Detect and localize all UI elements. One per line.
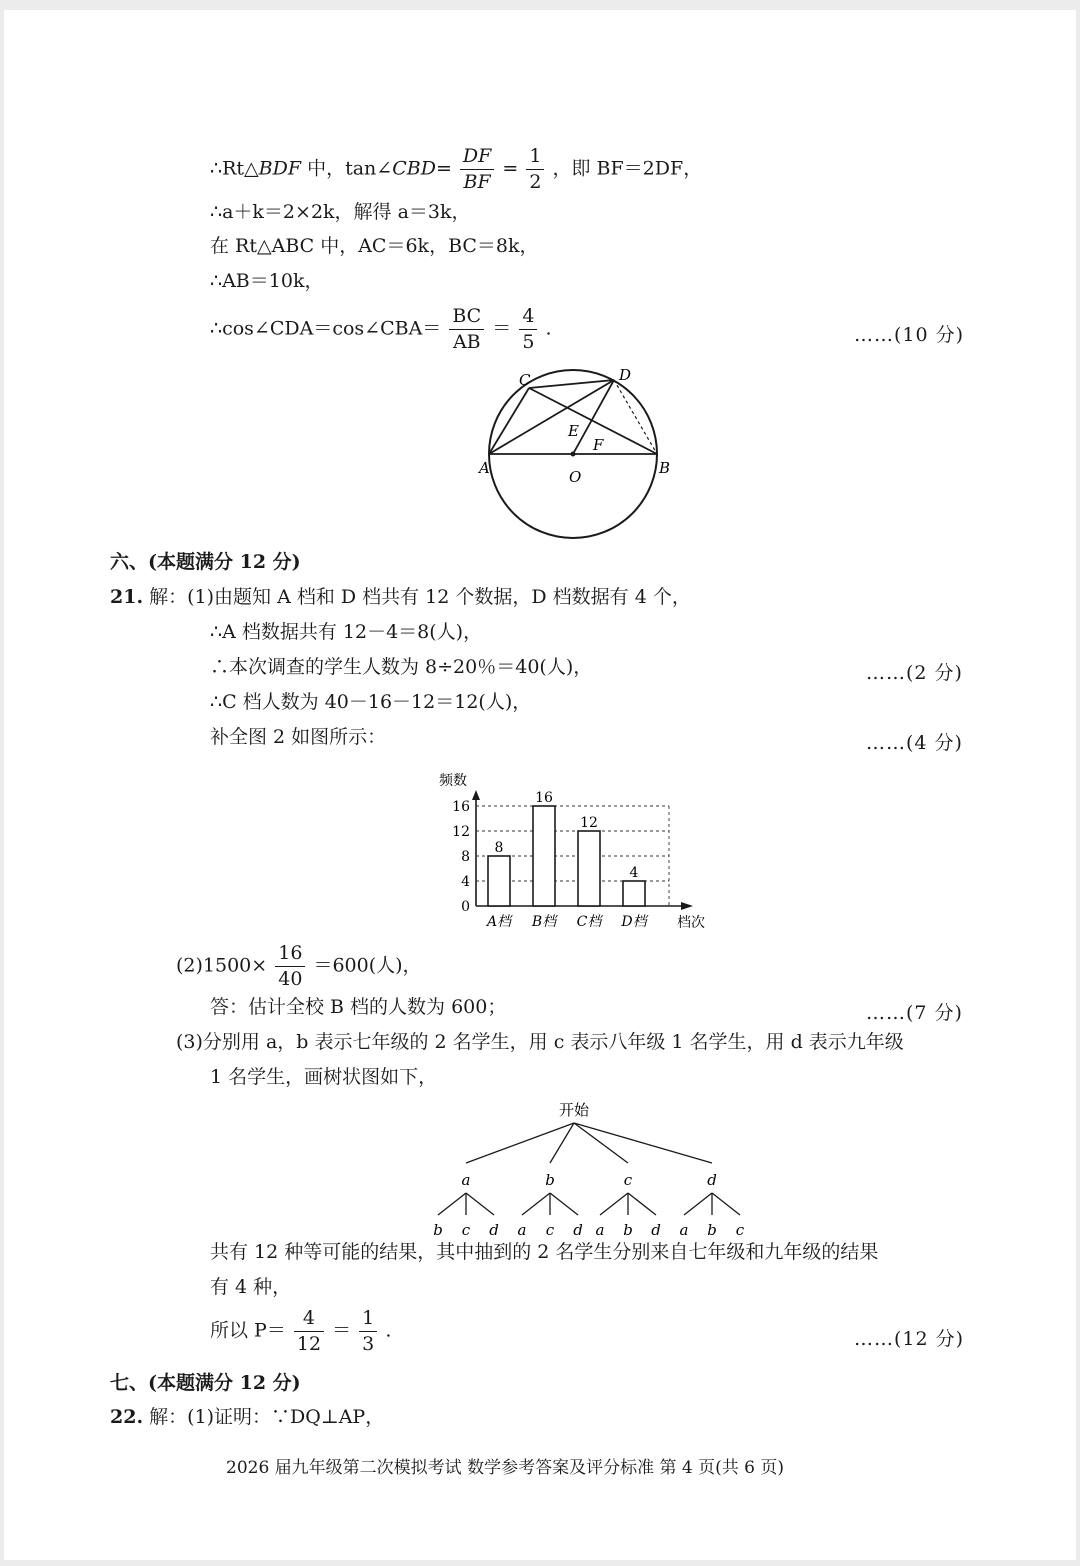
tree-node-level2: c (735, 1221, 745, 1239)
score-7: ……(7 分) (866, 1002, 963, 1024)
tree-node-level2: a (595, 1221, 605, 1239)
category-label: D档 (621, 914, 647, 930)
line-ab: ∴AB＝10k， (210, 270, 324, 292)
tree-sub-branch (550, 1193, 578, 1215)
tree-node-level2: b (623, 1221, 633, 1239)
tree-sub-branch (466, 1193, 494, 1215)
y-tick-label: 0 (461, 899, 470, 915)
center-point (571, 452, 576, 457)
q21-line-4: ∴C 档人数为 40－16－12＝12(人)， (210, 691, 532, 713)
q21-part2: (2)1500× $\frac{16}{40}$ ＝600(人)， (176, 942, 422, 990)
section-7-heading: 七、(本题满分 12 分) (110, 1372, 301, 1394)
tree-diagram (424, 1095, 764, 1240)
q21-part3-line-2: 1 名学生，画树状图如下， (210, 1066, 438, 1088)
label-e: E (568, 422, 579, 440)
tree-sub-branch (438, 1193, 466, 1215)
fraction-1-3: $\frac{1}{3}$ (359, 1308, 377, 1355)
q21-probability: 所以 P＝ $\frac{4}{12}$ ＝ $\frac{1}{3}$ . (210, 1307, 392, 1355)
bar-value-label: 12 (580, 815, 598, 831)
score-12: ……(12 分) (854, 1328, 965, 1350)
tree-node-level2: d (489, 1221, 499, 1239)
q21-result-line-2: 有 4 种， (210, 1276, 292, 1298)
y-axis-arrow (472, 790, 480, 800)
bar-3 (623, 881, 645, 906)
label-d: D (619, 366, 632, 384)
label-b: B (659, 459, 671, 477)
x-axis-arrow (681, 902, 693, 910)
page-footer: 2026 届九年级第二次模拟考试 数学参考答案及评分标准 第 4 页(共 6 页) (226, 1458, 784, 1478)
fraction-four-fifths: $\frac{4}{5}$ (519, 306, 537, 353)
score-2: ……(2 分) (866, 662, 963, 684)
q22-line-1: 22. 解：(1)证明：∵DQ⊥AP， (110, 1406, 385, 1428)
tree-node-level2: c (461, 1221, 471, 1239)
label-o: O (569, 468, 582, 486)
q21-answer: 答：估计全校 B 档的人数为 600； (210, 996, 507, 1018)
tree-node-level2: d (573, 1221, 583, 1239)
section-6-heading: 六、(本题满分 12 分) (110, 551, 301, 573)
label-c: C (519, 371, 531, 389)
line-rt-abc: 在 Rt△ABC 中，AC＝6k，BC＝8k， (210, 235, 539, 257)
tree-node-level2: a (679, 1221, 689, 1239)
bar-0 (488, 856, 510, 906)
tree-node-level1: d (707, 1171, 717, 1189)
answer-sheet-page (4, 10, 1076, 1560)
q21-part3-line-1: (3)分别用 a，b 表示七年级的 2 名学生，用 c 表示八年级 1 名学生，用 d 表示九年级 (176, 1031, 904, 1053)
bar-value-label: 4 (629, 865, 639, 881)
score-4: ……(4 分) (866, 732, 963, 754)
bar-2 (578, 831, 600, 906)
bar-1 (533, 806, 555, 906)
score-10: ……(10 分) (854, 324, 965, 346)
category-label: C档 (576, 914, 602, 930)
tree-branch (550, 1123, 574, 1163)
circle-geometry-figure (464, 365, 694, 550)
line-tan-cbd: ∴Rt△BDF 中，tan∠CBD= $\frac{DF}{BF}$ = $\frac{1}{2}$ ，即 BF＝2DF， (210, 145, 703, 193)
tree-node-level1: a (461, 1171, 471, 1189)
y-axis-label: 频数 (439, 773, 467, 789)
fraction-one-half: $\frac{1}{2}$ (526, 146, 544, 193)
q21-line-5: 补全图 2 如图所示： (210, 726, 387, 748)
y-tick-label: 4 (461, 874, 470, 890)
x-axis-label: 档次 (677, 915, 705, 931)
tree-branch (574, 1123, 628, 1163)
line-cos-cda: ∴cos∠CDA＝cos∠CBA＝ $\frac{BC}{AB}$ ＝ $\frac{4}{5}$ . (210, 305, 552, 353)
fraction-df-bf: $\frac{DF}{BF}$ (460, 146, 494, 193)
category-label: A档 (486, 914, 512, 930)
fraction-16-40: $\frac{16}{40}$ (275, 943, 305, 990)
q21-line-1: 21. 解：(1)由题知 A 档和 D 档共有 12 个数据，D 档数据有 4 个， (110, 586, 691, 608)
label-a: A (479, 459, 490, 477)
q21-line-3: ∴本次调查的学生人数为 8÷20％＝40(人)， (210, 656, 593, 678)
tree-node-level2: d (651, 1221, 661, 1239)
q21-result-line-1: 共有 12 种等可能的结果，其中抽到的 2 名学生分别来自七年级和九年级的结果 (210, 1241, 879, 1263)
y-tick-label: 16 (452, 799, 470, 815)
tree-branch (574, 1123, 712, 1163)
bar-chart (429, 760, 729, 935)
tree-node-level2: c (545, 1221, 555, 1239)
tree-node-level2: b (707, 1221, 717, 1239)
bar-value-label: 16 (535, 790, 553, 806)
q21-line-2: ∴A 档数据共有 12－4＝8(人)， (210, 621, 483, 643)
tree-sub-branch (522, 1193, 550, 1215)
category-label: B档 (531, 914, 557, 930)
tree-sub-branch (712, 1193, 740, 1215)
label-f: F (593, 436, 604, 454)
fraction-bc-ab: $\frac{BC}{AB}$ (449, 306, 484, 353)
line-solve-a: ∴a＋k＝2×2k，解得 a＝3k， (210, 201, 471, 223)
tree-root-label: 开始 (558, 1101, 590, 1119)
tree-node-level2: a (517, 1221, 527, 1239)
bar-value-label: 8 (494, 840, 504, 856)
fraction-4-12: $\frac{4}{12}$ (294, 1308, 324, 1355)
y-tick-label: 8 (461, 849, 470, 865)
tree-sub-branch (684, 1193, 712, 1215)
y-tick-label: 12 (452, 824, 470, 840)
tree-node-level1: c (623, 1171, 633, 1189)
tree-node-level2: b (433, 1221, 443, 1239)
tree-sub-branch (600, 1193, 628, 1215)
tree-sub-branch (628, 1193, 656, 1215)
tree-branch (466, 1123, 574, 1163)
tree-node-level1: b (545, 1171, 555, 1189)
